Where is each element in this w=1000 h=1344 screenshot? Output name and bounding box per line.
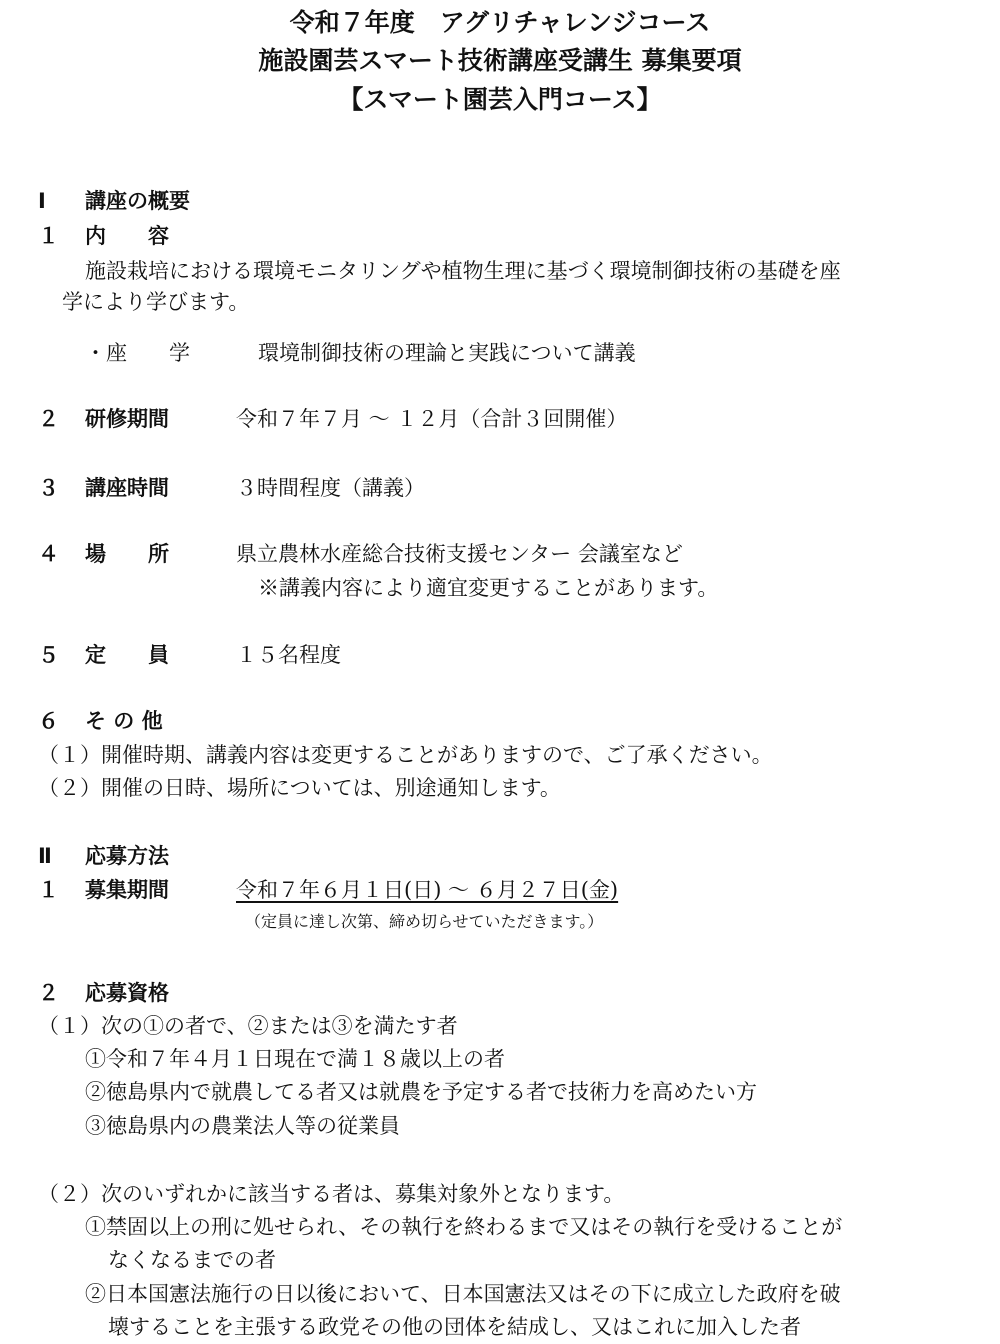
- section2-heading: 応募方法: [85, 844, 169, 868]
- eligibility-p1-line-1: （１）次の①の者で、②または③を満たす者: [38, 1014, 458, 1038]
- eligibility-p2-line-1: （２）次のいずれかに該当する者は、募集対象外となります。: [38, 1182, 625, 1206]
- item4-value: 県立農林水産総合技術支援センター 会議室など: [236, 542, 683, 566]
- item4-label: 場 所: [85, 542, 169, 566]
- item3-value: ３時間程度（講義）: [236, 476, 425, 500]
- item1-bullet-label: ・座 学: [85, 341, 190, 365]
- item4-note: ※講義内容により適宜変更することがあります。: [258, 576, 719, 600]
- item6-number: ６: [38, 709, 59, 733]
- apply-item2-number: ２: [38, 981, 59, 1005]
- section1-heading: 講座の概要: [85, 189, 190, 213]
- item1-label: 内 容: [85, 224, 169, 248]
- apply-item1-number: １: [38, 878, 59, 902]
- item3-label: 講座時間: [85, 476, 169, 500]
- eligibility-p1-line-2: ①令和７年４月１日現在で満１８歳以上の者: [85, 1047, 505, 1071]
- item3-number: ３: [38, 476, 59, 500]
- eligibility-p2-line-2: ①禁固以上の刑に処せられ、その執行を終わるまで又はその執行を受けることが: [85, 1215, 843, 1239]
- item6-label: そ の 他: [85, 709, 163, 733]
- item6-line-2: （２）開催の日時、場所については、別途通知します。: [38, 776, 561, 800]
- item2-label: 研修期間: [85, 407, 169, 431]
- section2-number: Ⅱ: [38, 844, 52, 868]
- item6-line-1: （１）開催時期、講義内容は変更することがありますので、ご了承ください。: [38, 743, 773, 767]
- eligibility-p2-line-3: なくなるまでの者: [108, 1248, 276, 1272]
- item4-number: ４: [38, 542, 59, 566]
- item1-text-line-2: 学により学びます。: [62, 290, 250, 314]
- item1-bullet-text: 環境制御技術の理論と実践について講義: [258, 341, 636, 365]
- eligibility-p1-line-4: ③徳島県内の農業法人等の従業員: [85, 1114, 400, 1138]
- application-period-note: （定員に達し次第、締め切らせていただきます。）: [245, 912, 604, 931]
- item5-value: １５名程度: [236, 643, 341, 667]
- apply-item1-label: 募集期間: [85, 878, 169, 902]
- item1-text-line-1: 施設栽培における環境モニタリングや植物生理に基づく環境制御技術の基礎を座: [85, 259, 841, 283]
- item5-number: ５: [38, 643, 59, 667]
- title-line-1: 令和７年度 アグリチャレンジコース: [289, 8, 711, 37]
- eligibility-p2-line-5: 壊することを主張する政党その他の団体を結成し、又はこれに加入した者: [108, 1315, 801, 1339]
- title-line-2: 施設園芸スマート技術講座受講生 募集要項: [258, 46, 742, 75]
- item2-number: ２: [38, 407, 59, 431]
- application-period: 令和７年６月１日(日) ～ ６月２７日(金): [236, 878, 619, 902]
- item1-number: １: [38, 224, 59, 248]
- title-line-3: 【スマート園芸入門コース】: [338, 85, 662, 114]
- apply-item2-label: 応募資格: [85, 981, 169, 1005]
- eligibility-p1-line-3: ②徳島県内で就農してる者又は就農を予定する者で技術力を高めたい方: [85, 1080, 757, 1104]
- eligibility-p2-line-4: ②日本国憲法施行の日以後において、日本国憲法又はその下に成立した政府を破: [85, 1282, 841, 1306]
- item2-value: 令和７年７月 ～ １２月（合計３回開催）: [236, 407, 628, 431]
- item5-label: 定 員: [85, 643, 169, 667]
- section1-number: Ⅰ: [38, 189, 46, 213]
